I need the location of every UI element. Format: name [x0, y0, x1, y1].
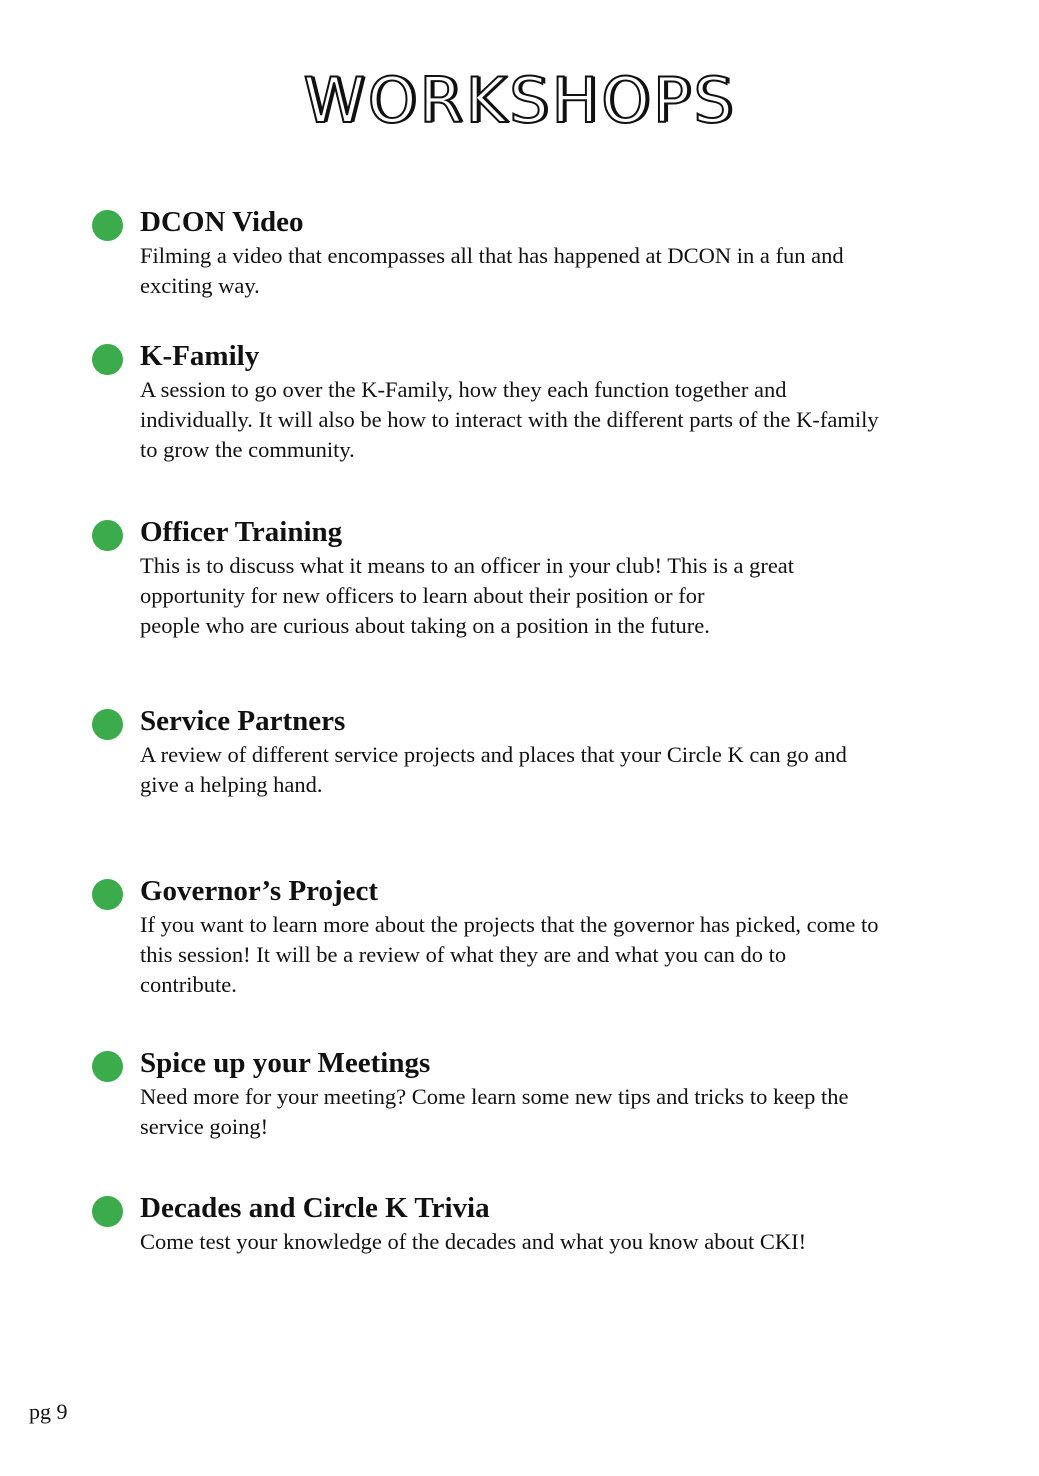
workshop-description: Come test your knowledge of the decades and what you know about CKI! [140, 1229, 807, 1254]
green-bullet-icon [92, 344, 123, 375]
green-bullet-icon [92, 520, 123, 551]
workshop-description: Need more for your meeting? Come learn some new tips and tricks to keep the service going! [140, 1084, 849, 1139]
green-bullet-icon [92, 879, 123, 910]
workshop-description: A review of different service projects and places that your Circle K can go and give a helping hand. [140, 742, 847, 797]
workshop-description: If you want to learn more about the projects that the governor has picked, come to this session! It will be a review of what they are and what you can do to contribute. [140, 912, 879, 997]
workshop-description: A session to go over the K-Family, how they each function together and individually. It will also be how to interact with the different parts of the K-family to grow the community. [140, 377, 879, 462]
workshop-title: K-Family [140, 340, 260, 372]
workshop-title: Governor’s Project [140, 875, 379, 907]
green-bullet-icon [92, 1051, 123, 1082]
green-bullet-icon [92, 709, 123, 740]
page-title: WORKSHOPS [303, 64, 736, 137]
workshop-title: Service Partners [140, 705, 346, 737]
workshop-title: DCON Video [140, 206, 304, 238]
workshop-description: This is to discuss what it means to an officer in your club! This is a great opportunity for new officers to learn about their position or for people who are curious about taking on a position in the future. [140, 553, 795, 638]
workshop-title: Spice up your Meetings [140, 1047, 431, 1079]
green-bullet-icon [92, 210, 123, 241]
workshop-title: Officer Training [140, 516, 343, 548]
workshop-description: Filming a video that encompasses all that has happened at DCON in a fun and exciting way. [140, 243, 844, 298]
page-number: pg 9 [29, 1399, 68, 1424]
green-bullet-icon [92, 1196, 123, 1227]
workshop-title: Decades and Circle K Trivia [140, 1192, 490, 1224]
